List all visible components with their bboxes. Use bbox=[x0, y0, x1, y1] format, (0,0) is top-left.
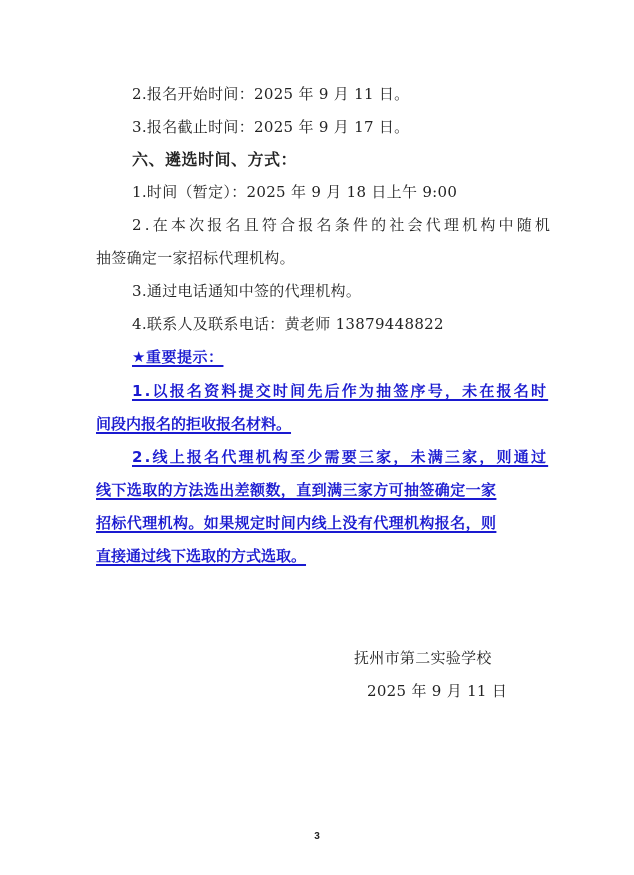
notice-item-1-cont: 间段内报名的拒收报名材料。 bbox=[96, 415, 292, 433]
notice-item-2-cont-1: 线下选取的方法选出差额数，直到满三家方可抽签确定一家 bbox=[96, 481, 497, 499]
notice-title: ★重要提示： bbox=[132, 348, 224, 366]
section-heading: 六、遴选时间、方式： bbox=[132, 150, 298, 169]
random-draw-line-cont: 抽签确定一家招标代理机构。 bbox=[96, 249, 295, 267]
registration-start-line: 2.报名开始时间：2025 年 9 月 11 日。 bbox=[132, 85, 410, 103]
notice-item-1: 1.以报名资料提交时间先后作为抽签序号，未在报名时 bbox=[132, 382, 549, 400]
selection-time-line: 1.时间（暂定）：2025 年 9 月 18 日上午 9:00 bbox=[132, 183, 458, 201]
phone-notice-line: 3.通过电话通知中签的代理机构。 bbox=[132, 282, 362, 300]
registration-end-line: 3.报名截止时间：2025 年 9 月 17 日。 bbox=[132, 118, 410, 136]
random-draw-line: 2.在本次报名且符合报名条件的社会代理机构中随机 bbox=[132, 216, 554, 234]
page-number: 3 bbox=[314, 831, 320, 842]
notice-item-2-cont-3: 直接通过线下选取的方式选取。 bbox=[96, 547, 307, 565]
notice-item-2: 2.线上报名代理机构至少需要三家，未满三家，则通过 bbox=[132, 448, 549, 466]
signature-organization: 抚州市第二实验学校 bbox=[354, 649, 492, 667]
signature-date: 2025 年 9 月 11 日 bbox=[367, 682, 508, 700]
notice-item-2-cont-2: 招标代理机构。如果规定时间内线上没有代理机构报名，则 bbox=[96, 514, 497, 532]
contact-line: 4.联系人及联系电话：黄老师 13879448822 bbox=[132, 315, 444, 333]
